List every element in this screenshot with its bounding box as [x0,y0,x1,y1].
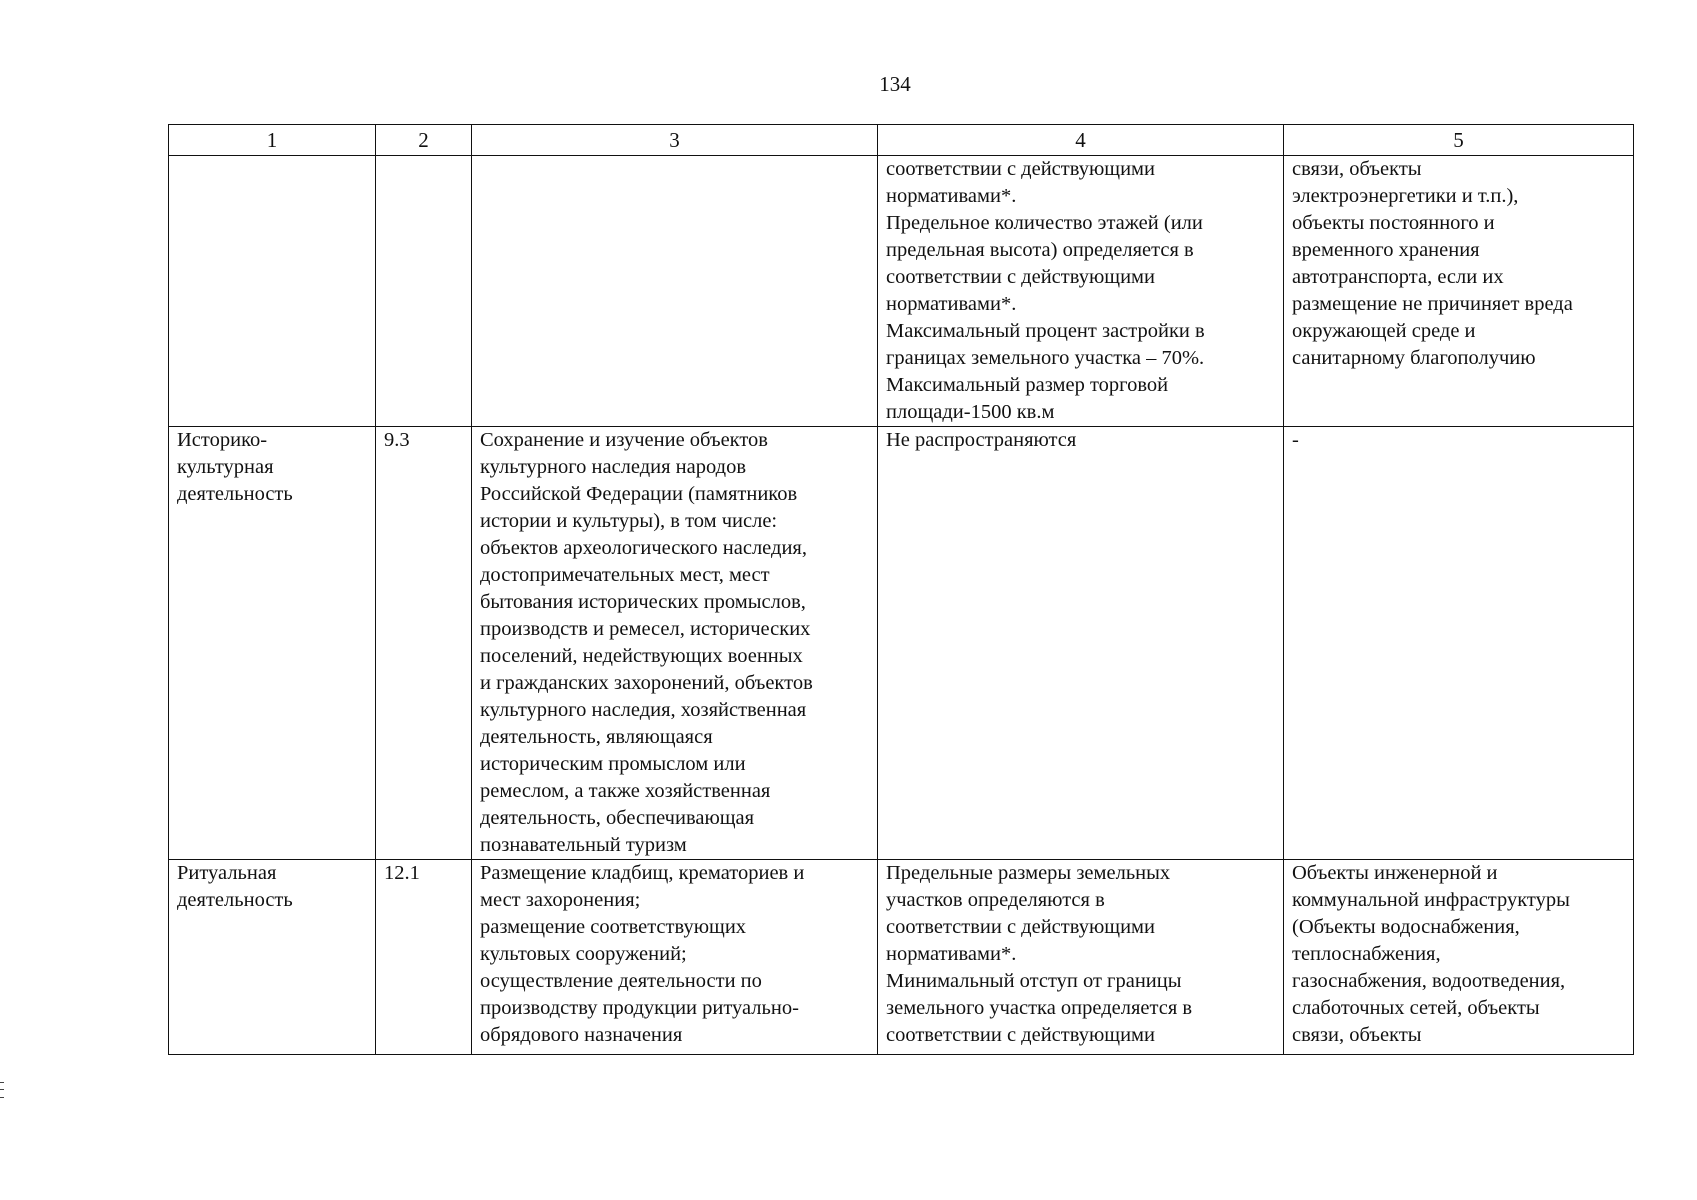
cell-description [472,860,878,1055]
cell-code [376,427,472,860]
cell-text: Не распространяются [886,429,1077,451]
cell-text: соответствии с действующими нормативами*. Предельное количество этажей (или предельная высота) определяется в соответствии с действующими нормативами*. Максимальный процент застройки в границах земельного участка – 70%. Максимальный размер торговой площади-1500 кв.м [886,158,1205,423]
cell-auxiliary-uses [1284,860,1634,1055]
cell-text: 12.1 [384,862,420,884]
cell-parameters [878,156,1284,427]
cell-description [472,156,878,427]
cell-auxiliary-uses [1284,156,1634,427]
cell-description [472,427,878,860]
cell-parameters [878,427,1284,860]
cell-text: Предельные размеры земельных участков определяются в соответствии с действующими нормативами*. Минимальный отступ от границы земельного участка определяется в соответствии с действующими [886,862,1193,1046]
cell-text: Объекты инженерной и коммунальной инфраструктуры (Объекты водоснабжения, теплоснабжения, газоснабжения, водоотведения, слаботочных сетей, объекты связи, объекты [1292,862,1570,1046]
cell-text: Сохранение и изучение объектов культурного наследия народов Российской Федерации (памятников истории и культуры), в том числе: объектов археологического наследия, достопримечательных мест, мест бытования исторических промыслов, производств и ремесел, исторических поселений, недействующих военных и гражданских захоронений, объектов культурного наследия, хозяйственная деятельность, являющаяся историческим промыслом или ремеслом, а также хозяйственная деятельность, обеспечивающая познавательный туризм [480,429,813,856]
cell-text: 9.3 [384,429,410,451]
header-row [169,125,1634,156]
page-number: 134 [879,72,911,96]
cell-code [376,156,472,427]
table-row [169,860,1634,1055]
cell-code [376,860,472,1055]
cell-use-type [169,156,376,427]
header-col-1: 1 [169,125,376,156]
cell-use-type [169,860,376,1055]
header-col-5: 5 [1284,125,1634,156]
header-col-4: 4 [878,125,1284,156]
cell-text: - [1292,429,1299,451]
cell-auxiliary-uses [1284,427,1634,860]
land-use-table [168,124,1634,1055]
header-col-2: 2 [376,125,472,156]
cell-text: Историко- культурная деятельность [177,429,293,505]
cell-text: Размещение кладбищ, крематориев и мест захоронения; размещение соответствующих культовых сооружений; осуществление деятельности по производству продукции ритуально- обрядового назначения [480,862,805,1046]
cell-text: связи, объекты электроэнергетики и т.п.), объекты постоянного и временного хранения автотранспорта, если их размещение не причиняет вреда окружающей среде и санитарному благополучию [1292,158,1573,369]
cell-text: Ритуальная деятельность [177,862,293,911]
cell-use-type [169,427,376,860]
table-row [169,427,1634,860]
cell-parameters [878,860,1284,1055]
table-row [169,156,1634,427]
header-col-3: 3 [472,125,878,156]
scan-edge-mark [0,1082,4,1098]
